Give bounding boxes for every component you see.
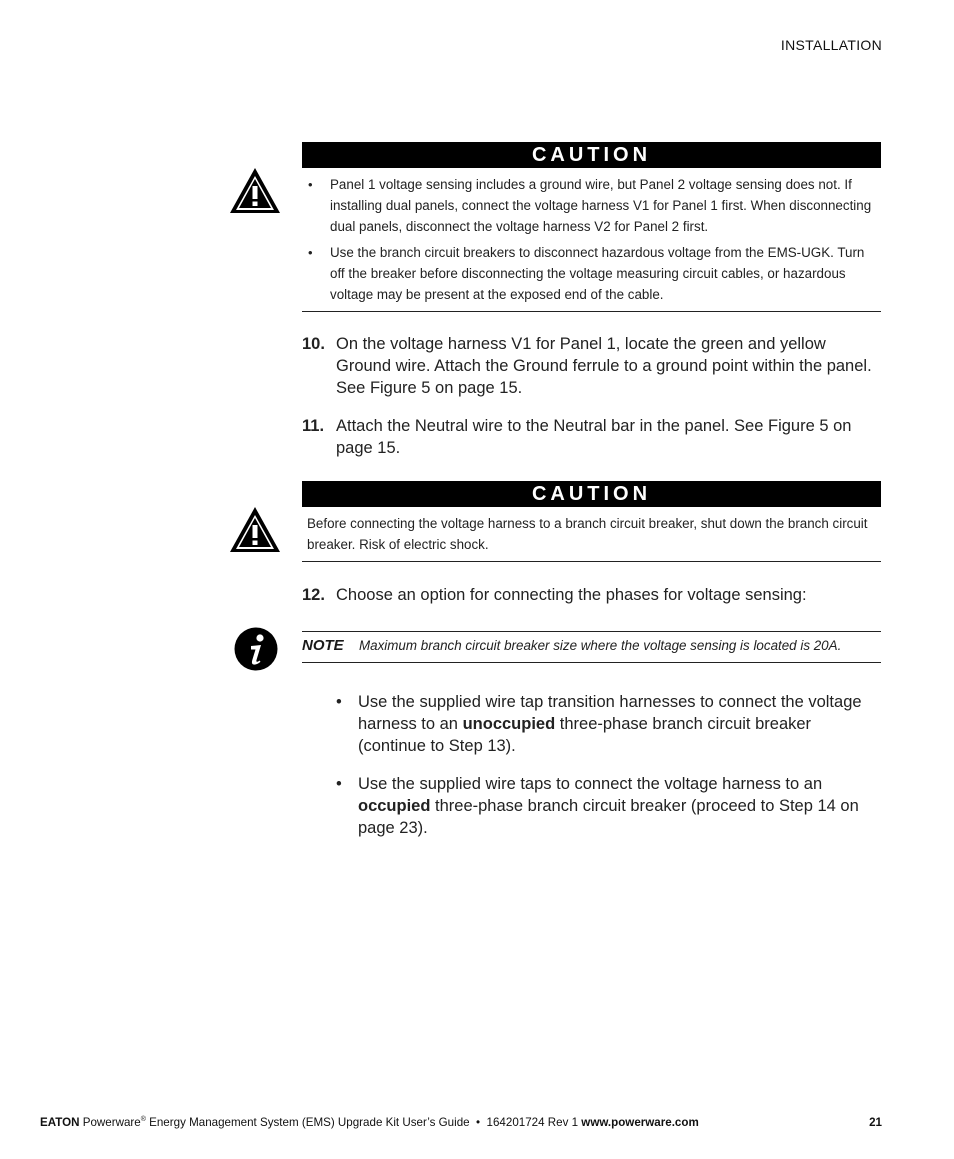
option-text-part: three-phase branch circuit breaker (continue to Step 13).: [358, 715, 812, 755]
step-number: 11.: [302, 417, 325, 435]
footer-product: Powerware: [79, 1116, 141, 1129]
caution-box-1: [302, 142, 881, 312]
option-text-part: three-phase branch circuit breaker (proceed to Step 14 on page 23).: [358, 797, 859, 837]
step-text: Choose an option for connecting the phases for voltage sensing:: [336, 586, 807, 604]
step-text: On the voltage harness V1 for Panel 1, locate the green and yellow Ground wire. Attach the Ground ferrule to a ground point within the panel. See Figure 5 on page 15.: [336, 335, 872, 397]
registered-mark: ®: [140, 1116, 146, 1124]
page-number: 21: [869, 1116, 882, 1129]
option-text-part: Use the supplied wire taps to connect the voltage harness to an: [358, 775, 823, 793]
note-box: [302, 631, 881, 663]
step-text: Attach the Neutral wire to the Neutral bar in the panel. See Figure 5 on page 15.: [336, 417, 852, 457]
warning-triangle-icon: [228, 505, 282, 555]
footer-title: Energy Management System (EMS) Upgrade Kit User’s Guide • 164201724 Rev 1: [145, 1116, 582, 1129]
info-icon: [234, 627, 278, 671]
step-10: [302, 333, 882, 399]
step-number: 10.: [302, 335, 325, 353]
step-11: [302, 415, 882, 459]
option-unoccupied: [336, 691, 881, 757]
option-text-part: Use the supplied wire tap transition harnesses to connect the voltage harness to an: [358, 693, 862, 733]
step-number: 12.: [302, 586, 325, 604]
caution-item: • Panel 1 voltage sensing includes a ground wire, but Panel 2 voltage sensing does not. If installing dual panels, connect the voltage harness V1 for Panel 1 first. When disconnecting dual panels, disconnect the voltage harness V2 for Panel 2 first.: [302, 174, 881, 237]
caution-header: CAUTION: [302, 481, 881, 507]
footer-url: www.powerware.com: [581, 1116, 699, 1129]
note-text: Maximum branch circuit breaker size where the voltage sensing is located is 20A.: [359, 638, 842, 653]
caution-header: CAUTION: [302, 142, 881, 168]
caution-list: [302, 174, 881, 305]
note-label: NOTE: [302, 637, 344, 654]
step-12: [302, 584, 882, 606]
caution-box-2: [302, 481, 881, 562]
option-emphasis: occupied: [358, 797, 431, 815]
option-text: [358, 773, 881, 839]
option-text: [358, 691, 881, 757]
option-occupied: [336, 773, 881, 839]
option-emphasis: unoccupied: [462, 715, 556, 733]
section-label: INSTALLATION: [780, 37, 882, 53]
bullet-dot: •: [336, 693, 342, 711]
warning-triangle-icon: [228, 166, 282, 216]
caution-body: Before connecting the voltage harness to a branch circuit breaker, shut down the branch circuit breaker. Risk of electric shock.: [302, 507, 881, 562]
footer-brand: EATON: [40, 1116, 80, 1129]
caution-body: [302, 168, 881, 312]
bullet-dot: •: [336, 775, 342, 793]
page-footer: [40, 1116, 882, 1129]
caution-item: • Use the branch circuit breakers to disconnect hazardous voltage from the EMS-UGK. Turn off the breaker before disconnecting the voltage measuring circuit cables, or hazardous voltage may be present at the exposed end of the cable.: [302, 242, 881, 305]
